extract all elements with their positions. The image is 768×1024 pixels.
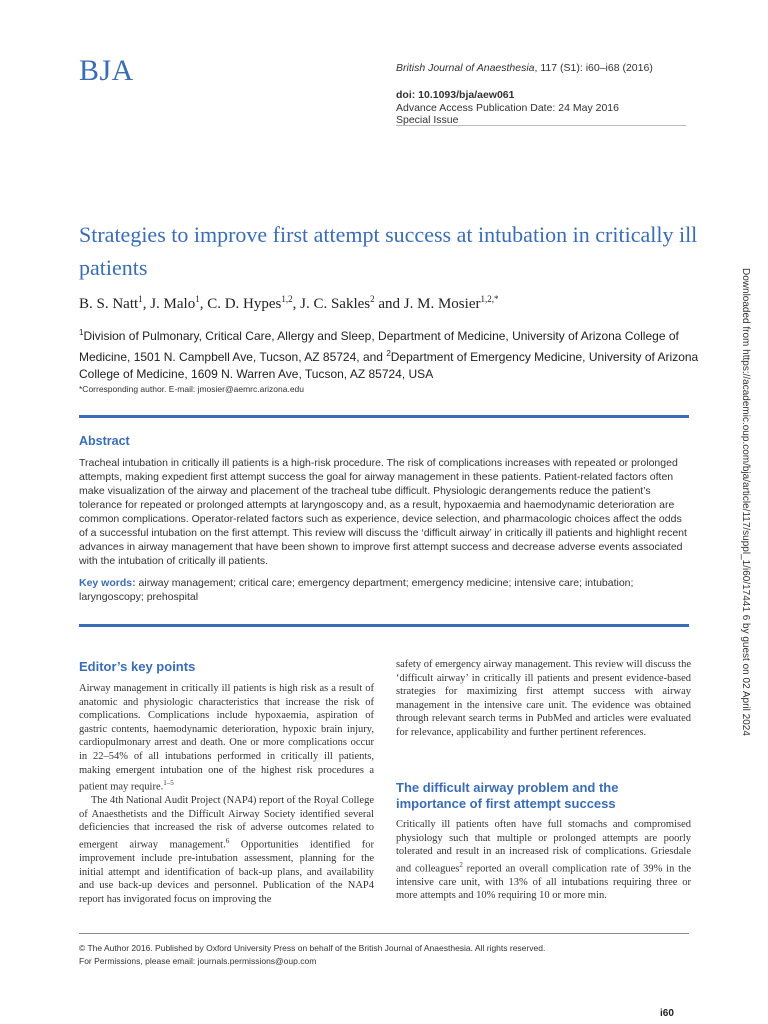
author-name[interactable]: J. M. Mosier	[403, 296, 481, 312]
journal-volume: , 117 (S1): i60–i68 (2016)	[534, 62, 653, 74]
abstract-text: Tracheal intubation in critically ill patients is a high-risk procedure. The risk of complications increases with repeated or prolonged attempts, making expedient first attempt success the goal for airway management in these patients. Patient-related factors often make visualization of the airway and placement of the tracheal tube difficult. Physiologic derangements reduce the patient’s tolerance for repeated or prolonged attempts at laryngoscopy and, as a result, hypoxaemia and haemodynamic deterioration are common complications. Operator-related factors such as experience, device selection, and pharmacologic choices affect the odds of a successful intubation on the first attempt. This review will discuss the ‘difficult airway’ in critically ill patients and highlight recent advances in airway management that have been shown to improve first attempt success and decrease adverse events associated with the intubation of critically ill patients.	[79, 457, 687, 567]
page-number: i60	[660, 1008, 674, 1019]
affiliation-sup: 1	[79, 328, 84, 337]
reference-link[interactable]: 6	[225, 837, 230, 846]
issue-type: Special Issue	[396, 114, 459, 126]
reference-link[interactable]: 1–5	[163, 779, 174, 788]
author-and: and	[374, 296, 404, 312]
affiliations	[79, 324, 699, 383]
author-sep: ,	[292, 296, 301, 312]
author-sup: 2	[370, 294, 375, 304]
affiliation-sup: 2	[386, 349, 391, 358]
journal-name: British Journal of Anaesthesia	[396, 62, 535, 74]
keywords-label: Key words:	[79, 577, 136, 589]
paragraph: safety of emergency airway management. This review will discuss the ‘difficult airway’ in critically ill patients and present evidence-based strategies for maximizing first attempt success with airway management in the intensive care unit. The evidence was obtained through relevant search terms in PubMed and articles were evaluated for relevance, applicability and further pertinent references.	[396, 659, 691, 738]
author-sup: 1,2	[281, 294, 293, 304]
paragraph: Critically ill patients often have full stomachs and compromised physiology such that multiple or prolonged attempts are poorly tolerated and result in an increased risk of complications. Griesdale and colleagues$^2$ reported an overall complication rate of 39% in the intensive care unit, with 13% of all intubations requiring three or more attempts and 10% requiring 10 or more min.	[396, 819, 691, 902]
copyright-notice: © The Author 2016. Published by Oxford University Press on behalf of the British Journal of Anaesthesia. All rights reserved.	[79, 943, 546, 953]
right-column-text-2	[396, 818, 691, 903]
author-sup: 1	[195, 294, 200, 304]
author-sup: 1	[138, 294, 143, 304]
paragraph: Airway management in critically ill patients is high risk as a result of anatomic and physiologic characteristics that increase the risk of complications. Complications include hypoxaemia, aspiration of gastric contents, haemodynamic deterioration, hypoxic brain injury, cardiopulmonary arrest and death. One or more complications occur in 22–54% of all intubations performed in critically ill patients, making emergent intubation one of the highest risk procedures a patient may require.$^{1-5}$	[79, 683, 374, 793]
author-sep: ,	[142, 296, 151, 312]
editors-key-points-heading: Editor’s key points	[79, 659, 196, 674]
permissions-notice: For Permissions, please email: journals.permissions@oup.com	[79, 956, 317, 966]
abstract-top-rule	[79, 415, 689, 418]
left-column-text	[79, 682, 374, 907]
affiliation-1: Division of Pulmonary, Critical Care, Allergy and Sleep, Department of Medicine, University of Arizona College of Medicine, 1501 N. Campbell Ave, Tucson, AZ 85724, and	[79, 329, 679, 364]
journal-citation	[396, 62, 653, 74]
right-column-text	[396, 658, 691, 740]
keywords-list: airway management; critical care; emergency department; emergency medicine; intensive care; intubation; laryngoscopy; prehospital	[79, 577, 634, 603]
paragraph: The 4th National Audit Project (NAP4) report of the Royal College of Anaesthetists and the Difficult Airway Society identified several deficiencies that increased the risk of adverse outcomes related to emergent airway management.$^6$ Opportunities identified for improvement include pre-intubation assessment, planning for the initial attempt and identification of back-up plans, and availability and use back-up devices and personnel. Publication of the NAP4 report has invigorated focus on improving the	[79, 795, 374, 905]
reference-link[interactable]: 2	[459, 860, 463, 869]
abstract-heading: Abstract	[79, 434, 130, 448]
doi-link[interactable]: doi: 10.1093/bja/aew061	[396, 89, 515, 101]
affiliation-2: Department of Emergency Medicine, University of Arizona College of Medicine, 1609 N. Warren Ave, Tucson, AZ 85724, USA	[79, 350, 699, 381]
footer-divider	[79, 933, 689, 934]
author-name[interactable]: J. Malo	[150, 296, 196, 312]
journal-logo: BJA	[79, 54, 134, 87]
author-name[interactable]: B. S. Natt	[79, 296, 139, 312]
keywords	[79, 576, 691, 604]
author-sup: 1,2,*	[480, 294, 499, 304]
abstract-bottom-rule	[79, 624, 689, 627]
difficult-airway-heading: The difficult airway problem and the importance of first attempt success	[396, 780, 619, 811]
author-list	[79, 294, 498, 313]
download-watermark: Downloaded from https://academic.oup.com/bja/article/117/suppl_1/i60/17441 6 by guest on 02 April 2024	[740, 268, 751, 736]
advance-access-date: Advance Access Publication Date: 24 May 2016	[396, 102, 619, 114]
header-divider	[396, 125, 686, 126]
author-sep: ,	[199, 296, 208, 312]
author-name[interactable]: J. C. Sakles	[300, 296, 371, 312]
article-title: Strategies to improve first attempt success at intubation in critically ill patients	[79, 222, 698, 280]
author-name[interactable]: C. D. Hypes	[207, 296, 282, 312]
corresponding-author: *Corresponding author. E-mail: jmosier@aemrc.arizona.edu	[79, 384, 305, 394]
